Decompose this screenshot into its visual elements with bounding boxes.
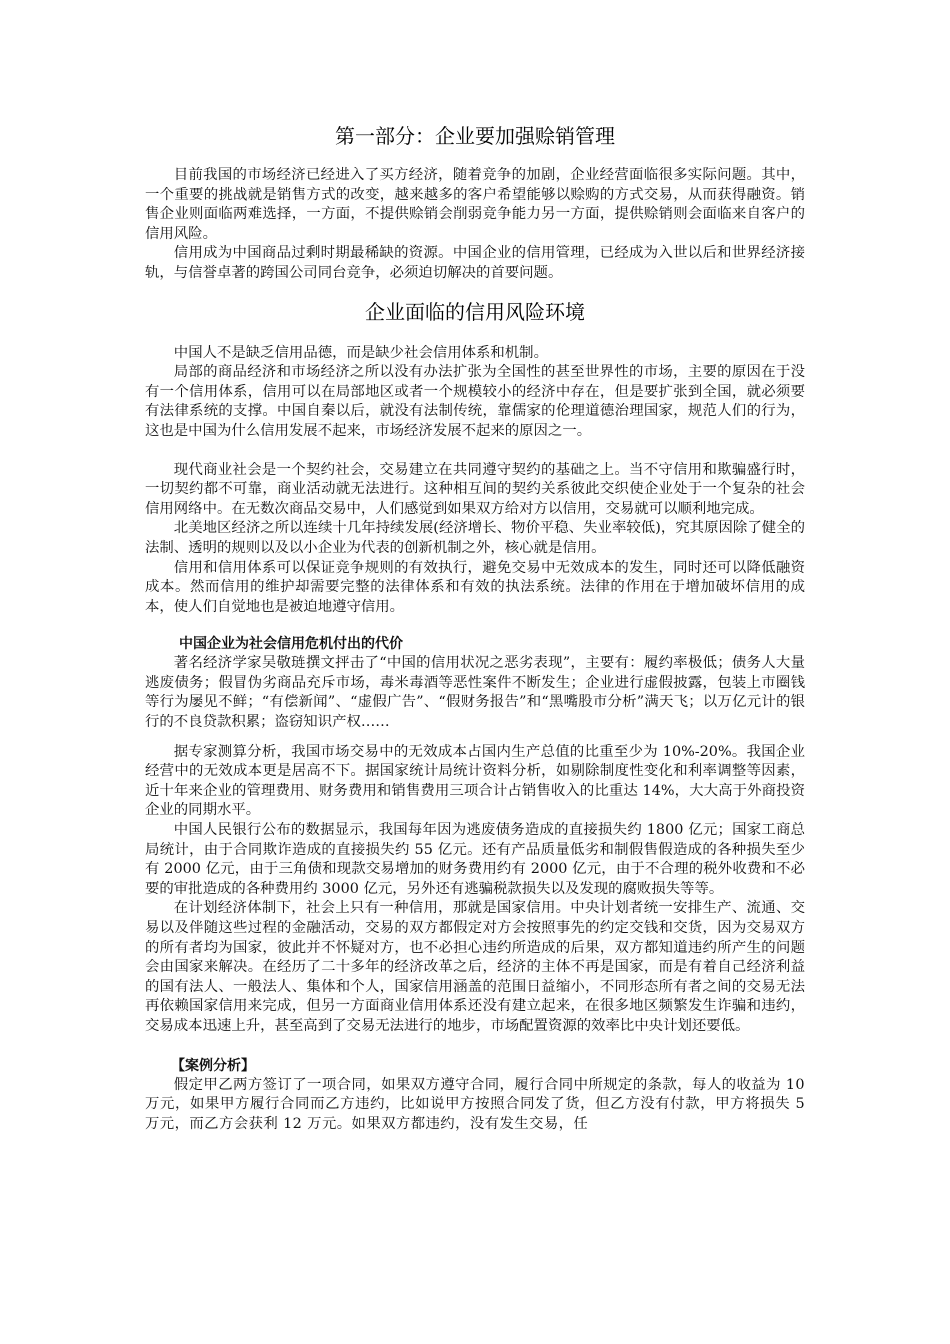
paragraph: 据专家测算分析，我国市场交易中的无效成本占国内生产总值的比重至少为 10%-20%。我国企业经营中的无效成本更是居高不下。据国家统计局统计资料分析，如剔除制度性变化和利率调整等因素，近十年来企业的管理费用、财务费用和销售费用三项合计占销售收入的比重达 14%，大大高于外商投资企业的同期水平。 — [145, 743, 805, 819]
paragraph: 信用和信用体系可以保证竞争规则的有效执行，避免交易中无效成本的发生，同时还可以降低融资成本。然而信用的维护却需要完整的法律体系和有效的执法系统。法律的作用在于增加破坏信用的成本，使人们自觉地也是被迫地遵守信用。 — [145, 559, 805, 615]
document-page — [145, 122, 805, 1134]
paragraph: 信用成为中国商品过剩时期最稀缺的资源。中国企业的信用管理，已经成为入世以后和世界经济接轨，与信誉卓著的跨国公司同台竞争，必须迫切解决的首要问题。 — [145, 245, 805, 281]
paragraph: 在计划经济体制下，社会上只有一种信用，那就是国家信用。中央计划者统一安排生产、流通、交易以及伴随这些过程的金融活动，交易的双方都假定对方会按照事先的约定交钱和交货，因为交易双方的所有者均为国家，彼此并不怀疑对方，也不必担心违约所造成的后果，双方都知道违约所产生的问题会由国家来解决。在经历了二十多年的经济改革之后，经济的主体不再是国家，而是有着自己经济利益的国有法人、一般法人、集体和个人，国家信用涵盖的范围日益缩小，不同形态所有者之间的交易无法再依赖国家信用来完成，但另一方面商业信用体系还没有建立起来，在很多地区频繁发生诈骗和违约，交易成本迅速上升，甚至高到了交易无法进行的地步，市场配置资源的效率比中央计划还要低。 — [145, 900, 805, 1034]
section-title-credit-risk: 企业面临的信用风险环境 — [365, 299, 585, 324]
paragraph: 中国人不是缺乏信用品德，而是缺少社会信用体系和机制。 — [173, 344, 548, 361]
paragraph: 北美地区经济之所以连续十几年持续发展(经济增长、物价平稳、失业率较低)，究其原因除了健全的法制、透明的规则以及以小企业为代表的创新机制之外，核心就是信用。 — [145, 520, 805, 556]
subheading-cost-of-credit-crisis: 中国企业为社会信用危机付出的代价 — [179, 636, 403, 653]
case-analysis-heading: 【案例分析】 — [171, 1057, 255, 1074]
paragraph: 局部的商品经济和市场经济之所以没有办法扩张为全国性的甚至世界性的市场，主要的原因在于没有一个信用体系，信用可以在局部地区或者一个规模较小的经济中存在，但是要扩张到全国，就必须要有法律系统的支撑。中国自秦以后，就没有法制传统，靠儒家的伦理道德治理国家，规范人们的行为，这也是中国为什么信用发展不起来，市场经济发展不起来的原因之一。 — [145, 364, 805, 439]
paragraph: 目前我国的市场经济已经进入了买方经济，随着竞争的加剧，企业经营面临很多实际问题。其中，一个重要的挑战就是销售方式的改变，越来越多的客户希望能够以赊购的方式交易，从而获得融资。销售企业则面临两难选择，一方面，不提供赊销会削弱竞争能力另一方面，提供赊销则会面临来自客户的信用风险。 — [145, 167, 805, 242]
spacer — [145, 733, 805, 743]
section-title-credit-sales: 第一部分：企业要加强赊销管理 — [335, 124, 615, 148]
paragraph: 现代商业社会是一个契约社会，交易建立在共同遵守契约的基础之上。当不守信用和欺骗盛行时，一切契约都不可靠，商业活动就无法进行。这种相互间的契约关系彼此交织使企业处于一个复杂的社会信用网络中。在无数次商品交易中，人们感觉到如果双方给对方以信用，交易就可以顺利地完成。 — [145, 461, 805, 517]
blank-line — [145, 442, 805, 461]
paragraph: 中国人民银行公布的数据显示，我国每年因为逃废债务造成的直接损失约 1800 亿元；国家工商总局统计，由于合同欺诈造成的直接损失约 55 亿元。还有产品质量低劣和制假售假造成的各种损失至少有 2000 亿元，由于三角债和现款交易增加的财务费用约有 2000 亿元，由于不合理的税外收费和不必要的审批造成的各种费用约 3000 亿元，另外还有逃骗税款损失以及发现的腐败损失等等。 — [145, 822, 805, 897]
paragraph: 著名经济学家吴敬琏撰文抨击了“中国的信用状况之恶劣表现”，主要有：履约率极低；债务人大量逃废债务；假冒伪劣商品充斥市场，毒米毒酒等恶性案件不断发生；企业进行虚假披露，包装上市圈钱等行为屡见不鲜；“有偿新闻”、“虚假广告”、“假财务报告”和“黑嘴股市分析”满天飞；以万亿元计的银行的不良贷款积累；盗窃知识产权…… — [145, 655, 805, 731]
case-analysis-text: 假定甲乙两方签订了一项合同，如果双方遵守合同，履行合同中所规定的条款，每人的收益为 10 万元，如果甲方履行合同而乙方违约，比如说甲方按照合同发了货，但乙方没有付款，甲方将损失 5 万元，而乙方会获利 12 万元。如果双方都违约，没有发生交易，任 — [145, 1076, 805, 1132]
